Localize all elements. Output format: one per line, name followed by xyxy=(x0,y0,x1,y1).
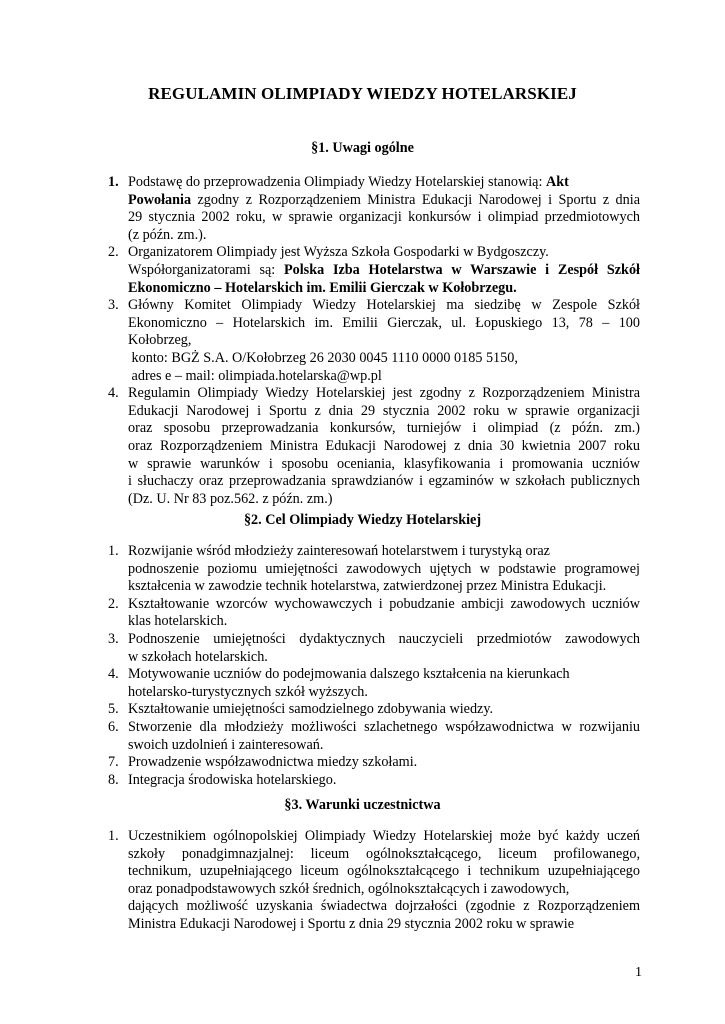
text-line xyxy=(128,491,640,509)
text-line xyxy=(128,863,640,881)
list-item xyxy=(108,666,640,701)
section-3-list xyxy=(108,828,640,934)
item-number: 1. xyxy=(108,828,119,844)
text-segment: swoich uzdolnień i zainteresowań. xyxy=(128,736,324,753)
text-segment: Stworzenie dla młodzieży możliwości szlachetnego współzawodnictwa w rozwijaniu xyxy=(128,718,640,735)
text-line xyxy=(128,772,640,790)
text-segment: technikum, uzupełniającego liceum ogólnokształcącego i technikum uzupełniającego xyxy=(128,863,640,880)
list-item xyxy=(108,385,640,508)
text-segment: Kołobrzeg, xyxy=(128,332,192,349)
text-segment: (z późn. zm.). xyxy=(128,226,207,243)
list-item xyxy=(108,754,640,772)
text-segment: adres e – mail: olimpiada.hotelarska@wp.pl xyxy=(128,367,382,384)
text-segment: Prowadzenie współzawodnictwa miedzy szkołami. xyxy=(128,754,418,771)
bold-text: Powołania xyxy=(128,191,192,208)
text-line xyxy=(128,315,640,333)
text-segment: i słuchaczy oraz przeprowadzania sprawdzianów i egzaminów w szkołach publicznych xyxy=(128,473,640,490)
text-segment: oraz ponadpodstawowych szkół średnich, ogólnokształcących i zawodowych, xyxy=(128,880,570,897)
text-line xyxy=(128,473,640,491)
text-line xyxy=(128,227,640,245)
bold-text: Akt xyxy=(545,174,569,190)
list-item xyxy=(108,543,640,596)
item-number: 3. xyxy=(108,630,119,647)
text-line xyxy=(128,649,640,667)
text-segment: Integracja środowiska hotelarskiego. xyxy=(128,771,337,788)
text-line xyxy=(128,209,640,227)
text-segment: Ekonomiczno – Hotelarskich im. Emilii Gierczak, ul. Łopuskiego 13, 78 – 100 xyxy=(128,314,640,331)
text-segment: podnoszenie poziomu umiejętności zawodowych ujętych w podstawie programowej xyxy=(128,560,640,577)
text-segment: kształcenia w zawodzie technik hotelarstwa, zatwierdzonej przez Ministra Edukacji. xyxy=(128,578,607,595)
page-number: 1 xyxy=(635,965,642,980)
text-line xyxy=(128,332,640,350)
text-line xyxy=(128,385,640,403)
text-segment: hotelarsko-turystycznych szkół wyższych. xyxy=(128,683,368,700)
text-line xyxy=(128,456,640,474)
text-line xyxy=(128,262,640,280)
text-segment: zgodny z Rozporządzeniem Ministra Edukacji Narodowej i Sportu z dnia xyxy=(191,191,640,208)
text-segment: Uczestnikiem ogólnopolskiej Olimpiady Wiedzy Hotelarskiej może być każdy uczeń xyxy=(128,828,640,844)
text-line xyxy=(128,701,640,719)
text-segment: Kształtowanie wzorców wychowawczych i pobudzanie ambicji zawodowych uczniów xyxy=(128,595,640,612)
bold-text: Ekonomiczno – Hotelarskich im. Emilii Gierczak w Kołobrzegu. xyxy=(128,279,517,296)
text-line xyxy=(128,737,640,755)
bold-text: Polska Izba Hotelarstwa w Warszawie i Zespół Szkół xyxy=(283,261,640,278)
list-item xyxy=(108,718,640,754)
text-segment: w szkołach hotelarskich. xyxy=(128,648,268,665)
text-segment: 29 stycznia 2002 roku, w sprawie organizacji konkursów i olimpiad przedmiotowych xyxy=(128,209,640,226)
list-item xyxy=(108,701,640,719)
list-item xyxy=(108,630,640,666)
text-line xyxy=(128,898,640,916)
list-item xyxy=(108,771,640,790)
text-segment: Edukacji Narodowej i Sportu z dnia 29 stycznia 2002 roku w sprawie organizacji xyxy=(128,402,640,419)
text-segment: Ministra Edukacji Narodowej i Sportu z dnia 29 stycznia 2002 roku w sprawie xyxy=(128,915,575,932)
section-heading-3: §3. Warunki uczestnictwa xyxy=(284,797,441,813)
text-segment: klas hotelarskich. xyxy=(128,613,228,630)
text-segment: dających możliwość uzyskania świadectwa dojrzałości (zgodnie z Rozporządzeniem xyxy=(128,898,640,915)
text-segment: Rozwijanie wśród młodzieży zainteresowań hotelarstwem i turystyką oraz xyxy=(128,543,550,559)
text-line xyxy=(128,684,640,702)
text-line xyxy=(128,561,640,579)
text-segment: oraz sposobu przeprowadzania konkursów, turniejów i olimpiad (z późn. zm.) xyxy=(128,420,640,437)
item-number: 1. xyxy=(108,543,119,559)
text-segment: Główny Komitet Olimpiady Wiedzy Hotelarskiej ma siedzibę w Zespole Szkół xyxy=(128,297,640,314)
text-line xyxy=(128,192,640,210)
document-title: REGULAMIN OLIMPIADY WIEDZY HOTELARSKIEJ xyxy=(148,84,577,103)
text-line xyxy=(128,368,640,386)
text-line xyxy=(128,846,640,864)
text-line xyxy=(128,350,640,368)
text-segment: Regulamin Olimpiady Wiedzy Hotelarskiej jest zgodny z Rozporządzeniem Ministra xyxy=(128,385,640,402)
text-line xyxy=(128,438,640,456)
text-line xyxy=(128,719,640,737)
text-segment: w sprawie warunków i sposobu oceniania, klasyfikowania i promowania uczniów xyxy=(128,455,640,472)
text-line xyxy=(128,881,640,899)
section-2-list xyxy=(108,543,640,789)
text-line xyxy=(128,244,640,262)
text-line xyxy=(128,280,640,298)
text-segment: Podstawę do przeprowadzenia Olimpiady Wiedzy Hotelarskiej stanowią: xyxy=(128,174,546,190)
text-line xyxy=(128,754,640,772)
list-item xyxy=(108,174,640,244)
section-1-list xyxy=(108,174,640,508)
section-heading-1: §1. Uwagi ogólne xyxy=(311,140,414,156)
text-line xyxy=(128,297,640,315)
list-item xyxy=(108,595,640,631)
text-segment: konto: BGŻ S.A. O/Kołobrzeg 26 2030 0045 1110 0000 0185 5150, xyxy=(128,349,518,366)
text-segment: (Dz. U. Nr 83 poz.562. z późn. zm.) xyxy=(128,490,333,507)
text-line xyxy=(128,666,640,684)
text-segment: Motywowanie uczniów do podejmowania dalszego kształcenia na kierunkach xyxy=(128,666,570,683)
text-segment: Kształtowanie umiejętności samodzielnego zdobywania wiedzy. xyxy=(128,701,494,718)
list-item xyxy=(108,244,640,297)
list-item xyxy=(108,828,640,934)
text-line xyxy=(128,916,640,934)
item-number: 1. xyxy=(108,174,119,190)
item-number: 5. xyxy=(108,701,119,718)
text-segment: szkoły ponadgimnazjalnej: liceum ogólnokształcącego, liceum profilowanego, xyxy=(128,845,640,862)
text-line xyxy=(128,403,640,421)
text-segment: oraz Rozporządzeniem Ministra Edukacji Narodowej z dnia 30 kwietnia 2007 roku xyxy=(128,437,640,454)
text-line xyxy=(128,828,640,846)
text-line xyxy=(128,420,640,438)
item-number: 6. xyxy=(108,718,119,735)
item-number: 2. xyxy=(108,244,119,261)
text-line xyxy=(128,613,640,631)
list-item xyxy=(108,297,640,385)
text-segment: Podnoszenie umiejętności dydaktycznych nauczycieli przedmiotów zawodowych xyxy=(128,630,640,647)
text-line xyxy=(128,543,640,561)
text-line xyxy=(128,596,640,614)
text-segment: Współorganizatorami są: xyxy=(128,261,284,278)
section-heading-2: §2. Cel Olimpiady Wiedzy Hotelarskiej xyxy=(243,512,482,528)
item-number: 2. xyxy=(108,595,119,612)
text-line xyxy=(128,578,640,596)
text-line xyxy=(128,174,640,192)
item-number: 4. xyxy=(108,385,119,402)
text-line xyxy=(128,631,640,649)
item-number: 4. xyxy=(108,666,119,683)
item-number: 8. xyxy=(108,771,119,788)
text-segment: Organizatorem Olimpiady jest Wyższa Szkoła Gospodarki w Bydgoszczy. xyxy=(128,244,549,261)
item-number: 3. xyxy=(108,297,119,314)
item-number: 7. xyxy=(108,754,119,771)
